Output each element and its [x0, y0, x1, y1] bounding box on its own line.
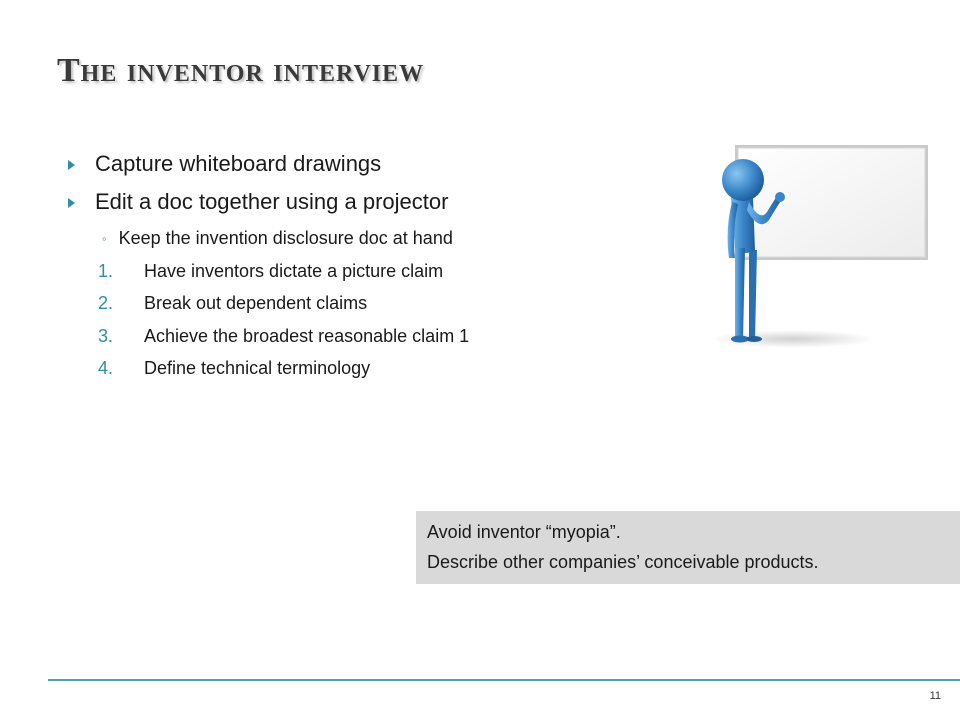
sub-bullet-item: [102, 228, 453, 249]
circle-bullet-icon: ◦: [102, 231, 107, 246]
item-number: 4.: [98, 358, 114, 378]
bullet-item: [68, 151, 381, 177]
item-text: Achieve the broadest reasonable claim 1: [144, 326, 470, 346]
item-text: Break out dependent claims: [144, 293, 368, 313]
numbered-item: [98, 326, 469, 347]
numbered-item: [98, 261, 443, 282]
bullet-item: [68, 189, 448, 215]
person-at-whiteboard-icon: [705, 140, 940, 350]
numbered-item: [98, 293, 367, 314]
bullet-arrow-icon: [68, 160, 75, 170]
slide-title: The inventor interview: [57, 52, 425, 89]
item-number: 2.: [98, 293, 114, 313]
item-number: 3.: [98, 326, 114, 346]
sub-bullet-text: Keep the invention disclosure doc at hand: [118, 228, 453, 248]
item-text: Define technical terminology: [144, 358, 371, 378]
page-number: 11: [929, 690, 941, 702]
numbered-item: [98, 358, 370, 379]
callout-line: Describe other companies’ conceivable products.: [427, 552, 819, 572]
bullet-arrow-icon: [68, 198, 75, 208]
footer-divider: [48, 679, 960, 681]
item-number: 1.: [98, 261, 114, 281]
bullet-text: Edit a doc together using a projector: [95, 189, 449, 214]
callout-box: [416, 511, 960, 584]
bullet-text: Capture whiteboard drawings: [95, 151, 382, 176]
item-text: Have inventors dictate a picture claim: [144, 261, 444, 281]
callout-line: Avoid inventor “myopia”.: [427, 522, 621, 542]
